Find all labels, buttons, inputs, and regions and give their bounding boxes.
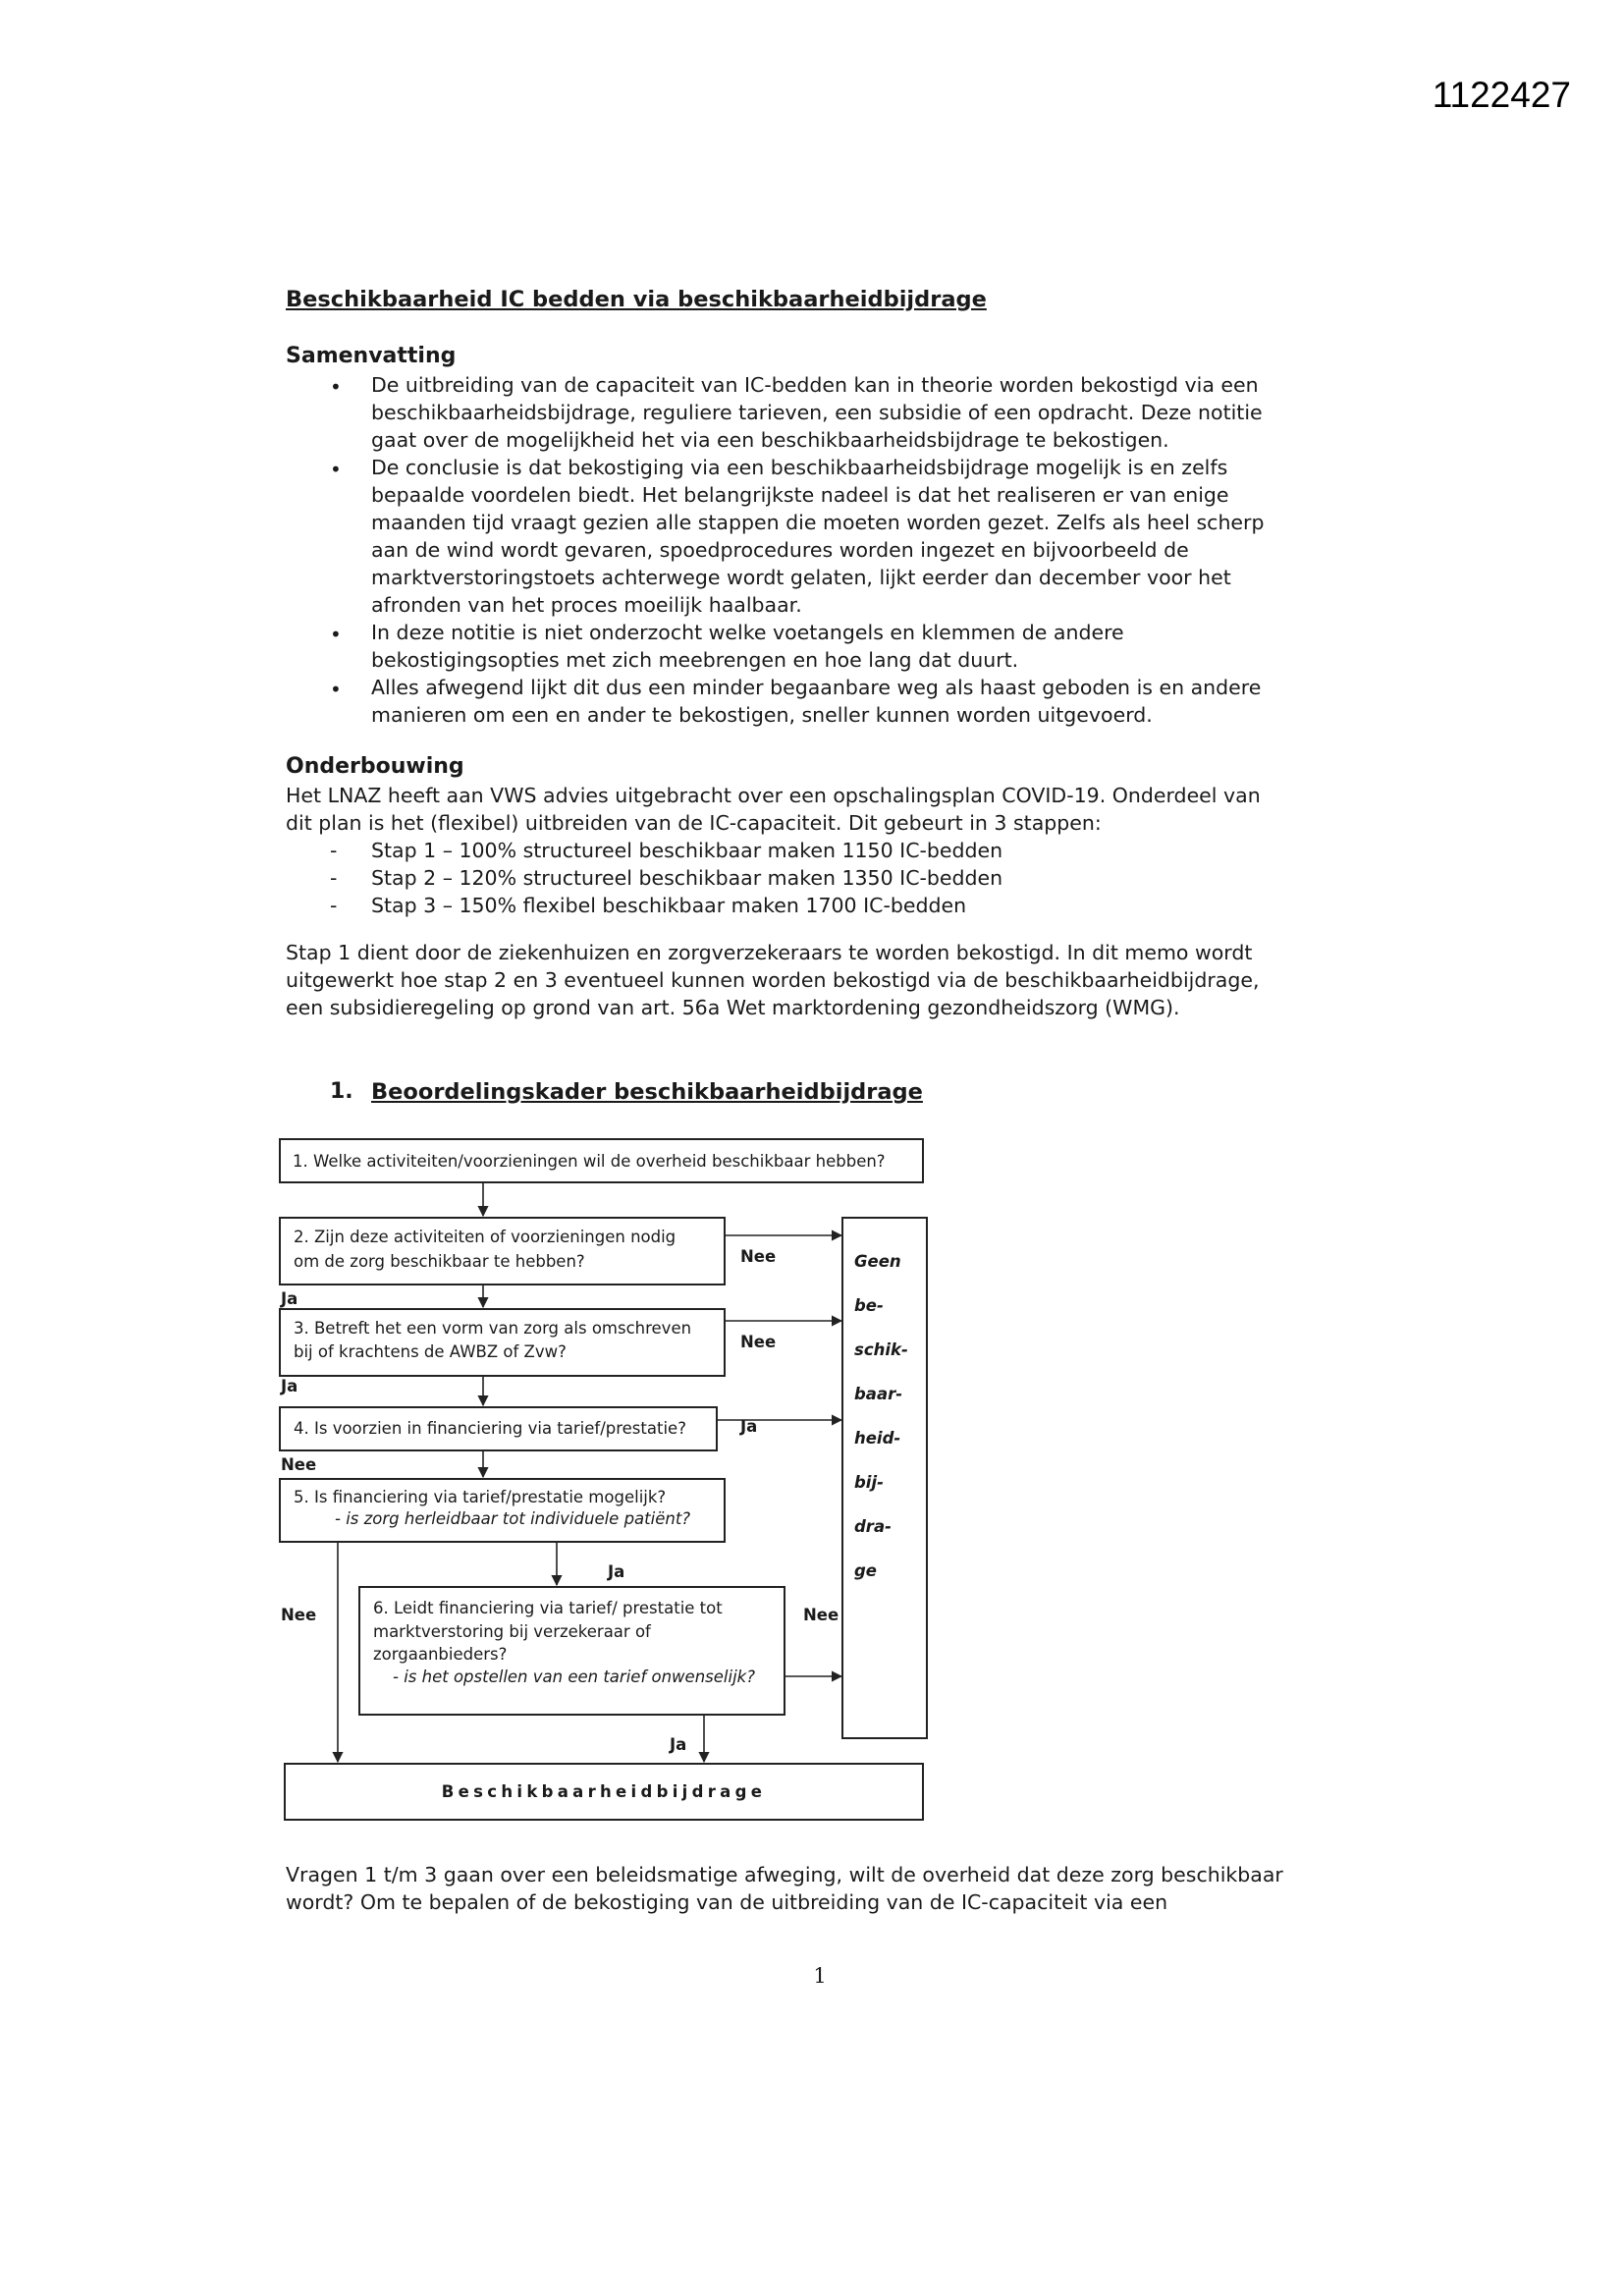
document-title: Beschikbaarheid IC bedden via beschikbaarheidbijdrage <box>286 287 987 312</box>
label-nee-3: Nee <box>740 1333 777 1351</box>
label-nee-5: Nee <box>281 1606 317 1624</box>
question-5-subtext: - is zorg herleidbaar tot individuele patiënt? <box>335 1509 691 1528</box>
paragraph-line: Stap 1 dient door de ziekenhuizen en zorgverzekeraars te worden bekostigd. In dit memo wordt <box>286 941 1253 964</box>
summary-bullet-3-line: In deze notitie is niet onderzocht welke voetangels en klemmen de andere <box>371 621 1124 644</box>
onderbouwing-intro-line: dit plan is het (flexibel) uitbreiden van de IC-capaciteit. Dit gebeurt in 3 stappen: <box>286 811 1102 835</box>
label-nee-2: Nee <box>740 1247 777 1266</box>
dash-marker: - <box>330 839 338 862</box>
section-heading: Beoordelingskader beschikbaarheidbijdrage <box>371 1079 923 1105</box>
section-number: 1. <box>330 1079 353 1104</box>
label-nee-6: Nee <box>803 1606 839 1624</box>
label-ja-5: Ja <box>608 1562 625 1581</box>
summary-heading: Samenvatting <box>286 344 457 368</box>
dash-marker: - <box>330 894 338 917</box>
label-ja-6: Ja <box>670 1735 687 1754</box>
question-2-text: 2. Zijn deze activiteiten of voorzieningen nodig <box>294 1228 677 1246</box>
page-number: 1 <box>813 1964 827 1988</box>
summary-bullet-4-line: Alles afwegend lijkt dit dus een minder begaanbare weg als haast geboden is en andere <box>371 676 1262 699</box>
question-1-text: 1. Welke activiteiten/voorzieningen wil de overheid beschikbaar hebben? <box>293 1152 886 1171</box>
summary-bullet-1-line: De uitbreiding van de capaciteit van IC-bedden kan in theorie worden bekostigd via een <box>371 373 1259 397</box>
question-3-text: bij of krachtens de AWBZ of Zvw? <box>294 1342 567 1361</box>
svg-text:baar-: baar- <box>854 1385 903 1403</box>
question-2-text: om de zorg beschikbaar te hebben? <box>294 1252 585 1271</box>
label-ja-2: Ja <box>281 1289 298 1308</box>
svg-text:Geen: Geen <box>854 1252 901 1271</box>
label-ja-3: Ja <box>281 1377 298 1395</box>
svg-text:dra-: dra- <box>854 1517 892 1536</box>
step-item: Stap 2 – 120% structureel beschikbaar maken 1350 IC-bedden <box>371 866 1003 890</box>
result-text: Beschikbaarheidbijdrage <box>441 1782 767 1801</box>
summary-bullet-2-line: marktverstoringstoets achterwege wordt gelaten, lijkt eerder dan december voor het <box>371 566 1231 589</box>
paragraph-line: een subsidieregeling op grond van art. 56a Wet marktordening gezondheidszorg (WMG). <box>286 996 1180 1019</box>
summary-bullet-4-line: manieren om een en ander te bekostigen, sneller kunnen worden uitgevoerd. <box>371 703 1153 727</box>
summary-bullet-1-line: gaat over de mogelijkheid het via een beschikbaarheidsbijdrage te bekostigen. <box>371 428 1169 452</box>
summary-bullet-2-line: maanden tijd vraagt gezien alle stappen die moeten worden gezet. Zelfs als heel scherp <box>371 511 1265 534</box>
closing-line: Vragen 1 t/m 3 gaan over een beleidsmatige afweging, wilt de overheid dat deze zorg beschikbaar <box>286 1863 1283 1886</box>
question-5-text: 5. Is financiering via tarief/prestatie mogelijk? <box>294 1488 667 1506</box>
summary-bullet-2-line: afronden van het proces moeilijk haalbaar. <box>371 593 802 617</box>
document-number: 1122427 <box>1432 75 1571 115</box>
svg-text:ge: ge <box>854 1561 878 1580</box>
label-ja-4: Ja <box>740 1417 758 1436</box>
summary-bullet-2-line: De conclusie is dat bekostiging via een beschikbaarheidsbijdrage mogelijk is en zelfs <box>371 456 1228 479</box>
bullet-marker: • <box>330 678 342 701</box>
onderbouwing-heading: Onderbouwing <box>286 754 464 779</box>
label-nee-4: Nee <box>281 1455 317 1474</box>
dash-marker: - <box>330 866 338 890</box>
question-6-text: 6. Leidt financiering via tarief/ prestatie tot <box>373 1599 723 1617</box>
bullet-marker: • <box>330 623 342 646</box>
step-item: Stap 3 – 150% flexibel beschikbaar maken 1700 IC-bedden <box>371 894 967 917</box>
svg-text:bij-: bij- <box>854 1473 884 1492</box>
bullet-marker: • <box>330 375 342 399</box>
onderbouwing-intro-line: Het LNAZ heeft aan VWS advies uitgebracht over een opschalingsplan COVID-19. Onderdeel van <box>286 784 1261 807</box>
step-item: Stap 1 – 100% structureel beschikbaar maken 1150 IC-bedden <box>371 839 1003 862</box>
svg-text:heid-: heid- <box>854 1429 901 1448</box>
bullet-marker: • <box>330 458 342 481</box>
summary-bullet-1-line: beschikbaarheidsbijdrage, reguliere tarieven, een subsidie of een opdracht. Deze notitie <box>371 401 1263 424</box>
question-6-text: zorgaanbieders? <box>373 1645 508 1664</box>
question-4-text: 4. Is voorzien in financiering via tarief/prestatie? <box>294 1419 686 1438</box>
summary-bullet-2-line: bepaalde voordelen biedt. Het belangrijkste nadeel is dat het realiseren er van enige <box>371 483 1229 507</box>
question-6-subtext: - is het opstellen van een tarief onwenselijk? <box>393 1667 755 1686</box>
svg-text:schik-: schik- <box>854 1340 908 1359</box>
paragraph-line: uitgewerkt hoe stap 2 en 3 eventueel kunnen worden bekostigd via de beschikbaarheidbijdrage, <box>286 968 1260 992</box>
svg-text:be-: be- <box>854 1296 884 1315</box>
summary-bullet-2-line: aan de wind wordt gevaren, spoedprocedures worden ingezet en bijvoorbeeld de <box>371 538 1189 562</box>
summary-bullet-3-line: bekostigingsopties met zich meebrengen en hoe lang dat duurt. <box>371 648 1019 672</box>
question-3-text: 3. Betreft het een vorm van zorg als omschreven <box>294 1319 692 1338</box>
closing-line: wordt? Om te bepalen of de bekostiging van de uitbreiding van de IC-capaciteit via een <box>286 1890 1168 1914</box>
question-6-text: marktverstoring bij verzekeraar of <box>373 1622 651 1641</box>
